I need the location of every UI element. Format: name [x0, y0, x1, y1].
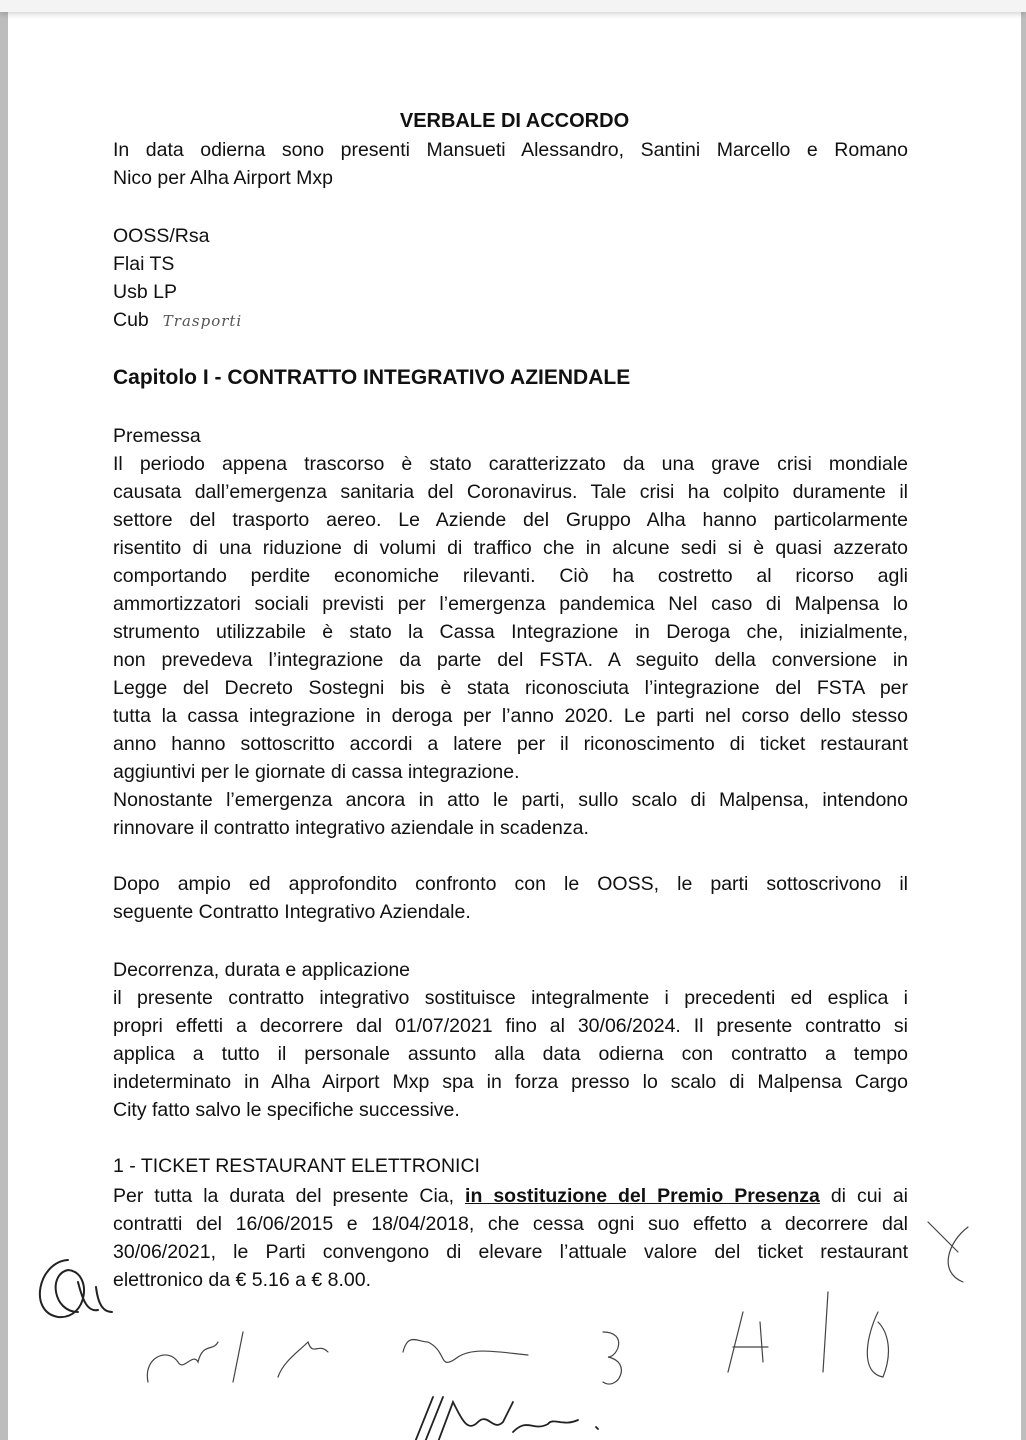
text-line: aggiuntivi per le giornate di cassa integrazione.: [113, 761, 520, 783]
text-line: comportando perdite economiche rilevanti. Ciò ha costretto al ricorso agli: [113, 565, 908, 587]
text-line: City fatto salvo le specifiche successive.: [113, 1099, 460, 1121]
text-line: anno hanno sottoscritto accordi a latere per il riconoscimento di ticket restaurant: [113, 733, 908, 755]
text-line: applica a tutto il personale assunto alla data odierna con contratto a tempo: [113, 1043, 908, 1065]
emphasis-segment: in sostituzione del Premio Presenza: [465, 1185, 820, 1207]
text-segment: Per tutta la durata del presente Cia,: [113, 1185, 466, 1207]
viewer-toolbar: [0, 0, 1026, 12]
text-line: strumento utilizzabile è stato la Cassa Integrazione in Deroga che, inizialmente,: [113, 621, 908, 643]
signatures: [8, 12, 1021, 1440]
text-line: ammortizzatori sociali previsti per l’emergenza pandemica Nel caso di Malpensa lo: [113, 593, 908, 615]
text-line: seguente Contratto Integrativo Aziendale.: [113, 901, 471, 923]
intro-line: Nico per Alha Airport Mxp: [113, 167, 334, 189]
text-line: il presente contratto integrativo sostituisce integralmente i precedenti ed esplica i: [113, 987, 908, 1009]
party-item: Flai TS: [113, 253, 175, 275]
decorrenza-heading: Decorrenza, durata e applicazione: [113, 959, 411, 981]
text-line: Nonostante l’emergenza ancora in atto le parti, sullo scalo di Malpensa, intendono: [113, 789, 908, 811]
intro-line: In data odierna sono presenti Mansueti Alessandro, Santini Marcello e Romano: [113, 139, 908, 161]
text-line: risentito di una riduzione di volumi di traffico che in alcune sedi si è quasi azzerato: [113, 537, 908, 559]
text-line: elettronico da € 5.16 a € 8.00.: [113, 1269, 372, 1291]
document-title: VERBALE DI ACCORDO: [399, 110, 630, 132]
text-line: non prevedeva l’integrazione da parte del FSTA. A seguito della conversione in: [113, 649, 908, 671]
ticket-heading: 1 - TICKET RESTAURANT ELETTRONICI: [113, 1155, 480, 1177]
text-line: settore del trasporto aereo. Le Aziende del Gruppo Alha hanno particolarmente: [113, 509, 908, 531]
signature-row: [147, 1222, 968, 1384]
signature-bottom: [413, 1397, 598, 1440]
document-page: [8, 12, 1021, 1440]
signature-left: [40, 1260, 112, 1317]
party-item: OOSS/Rsa: [113, 225, 210, 247]
text-line: Il periodo appena trascorso è stato caratterizzato da una grave crisi mondiale: [113, 453, 908, 475]
premessa-heading: Premessa: [113, 425, 201, 447]
text-line: causata dall’emergenza sanitaria del Coronavirus. Tale crisi ha colpito duramente il: [113, 481, 908, 503]
party-item: Usb LP: [113, 281, 177, 303]
text-line: rinnovare il contratto integrativo aziendale in scadenza.: [113, 817, 589, 839]
text-segment: di cui ai: [819, 1185, 909, 1207]
text-line: indeterminato in Alha Airport Mxp spa in forza presso lo scalo di Malpensa Cargo: [113, 1071, 908, 1093]
handwritten-note: Trasporti: [162, 312, 243, 330]
text-line: propri effetti a decorrere dal 01/07/2021 fino al 30/06/2024. Il presente contratto si: [113, 1015, 908, 1037]
text-line: 30/06/2021, le Parti convengono di elevare l’attuale valore del ticket restaurant: [113, 1241, 908, 1263]
text-line: tutta la cassa integrazione in deroga per l’anno 2020. Le parti nel corso dello stesso: [113, 705, 908, 727]
text-line: contratti del 16/06/2015 e 18/04/2018, che cessa ogni suo effetto a decorrere dal: [113, 1213, 908, 1235]
text-line: Legge del Decreto Sostegni bis è stata riconosciuta l’integrazione del FSTA per: [113, 677, 908, 699]
chapter-heading: Capitolo I - CONTRATTO INTEGRATIVO AZIENDALE: [113, 366, 631, 389]
party-cub: Cub: [113, 309, 149, 331]
text-line: Dopo ampio ed approfondito confronto con le OOSS, le parti sottoscrivono il: [113, 873, 908, 895]
